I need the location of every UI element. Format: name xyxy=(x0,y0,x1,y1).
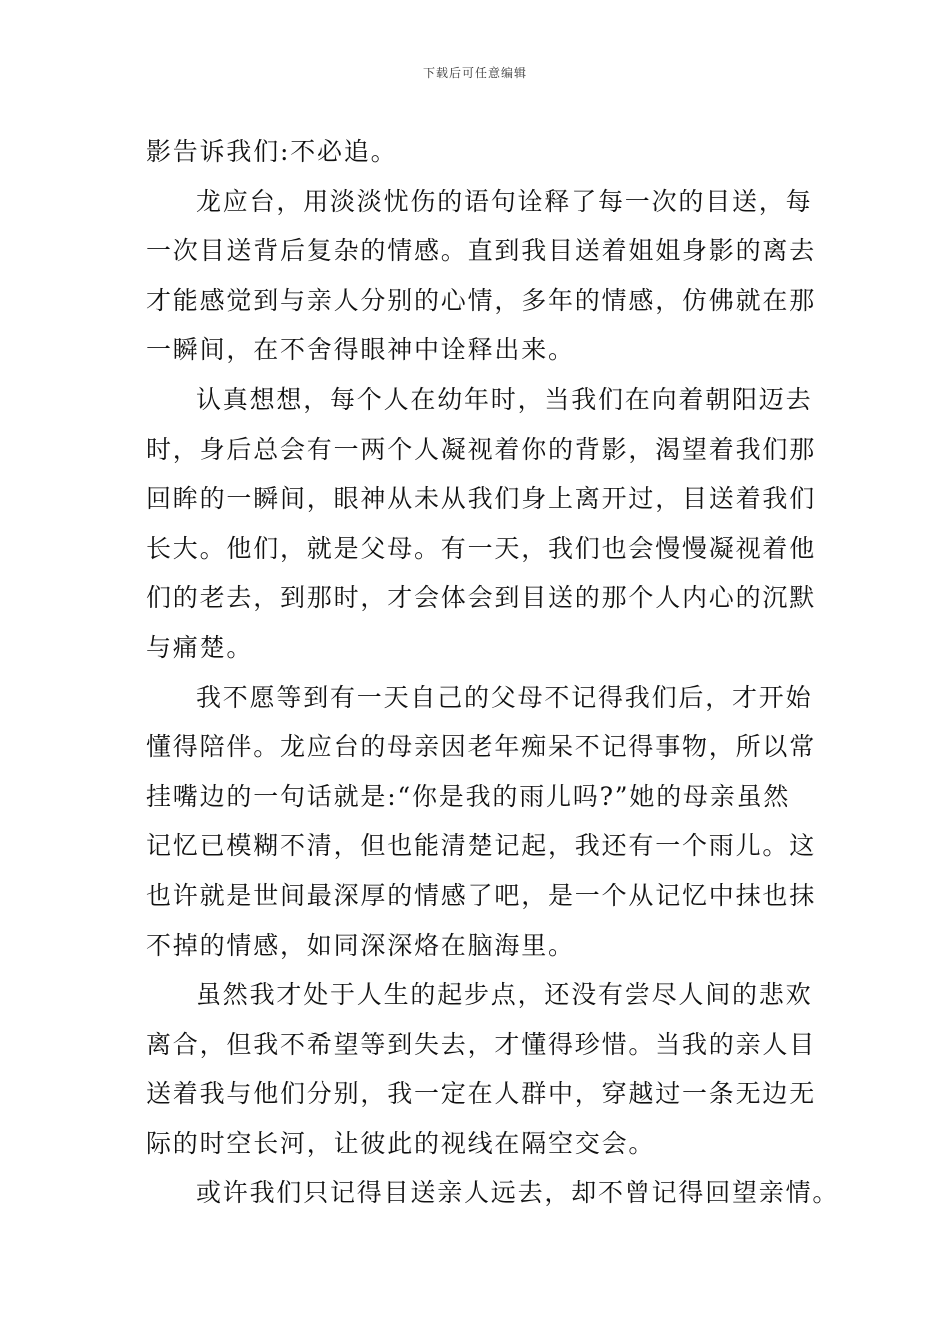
text-line: 记忆已模糊不清，但也能清楚记起，我还有一个雨儿。这 xyxy=(146,831,817,861)
text-line: 回眸的一瞬间，眼神从未从我们身上离开过，目送着我们 xyxy=(146,484,817,514)
paragraph-start-line: 认真想想，每个人在幼年时，当我们在向着朝阳迈去 xyxy=(196,384,813,414)
text-line: 一次目送背后复杂的情感。直到我目送着姐姐身影的离去 xyxy=(146,236,817,266)
paragraph-start-line: 或许我们只记得目送亲人远去，却不曾记得回望亲情。 xyxy=(196,1178,840,1208)
text-line: 影告诉我们:不必追。 xyxy=(146,137,398,166)
paragraph-start-line: 虽然我才处于人生的起步点，还没有尝尽人间的悲欢 xyxy=(196,980,813,1010)
text-line: 懂得陪伴。龙应台的母亲因老年痴呆不记得事物，所以常 xyxy=(146,732,817,762)
text-line: 一瞬间，在不舍得眼神中诠释出来。 xyxy=(146,335,575,365)
paragraph-start-line: 龙应台，用淡淡忧伤的语句诠释了每一次的目送，每 xyxy=(196,186,813,216)
text-line: 才能感觉到与亲人分别的心情，多年的情感，仿佛就在那 xyxy=(146,285,817,315)
text-line: 与痛楚。 xyxy=(146,632,254,662)
text-line: 们的老去，到那时，才会体会到目送的那个人内心的沉默 xyxy=(146,583,817,613)
text-line: 挂嘴边的一句话就是:“你是我的雨儿吗?”她的母亲虽然 xyxy=(146,781,791,811)
page-header: 下载后可任意编辑 xyxy=(422,66,527,80)
text-line: 不掉的情感，如同深深烙在脑海里。 xyxy=(146,930,575,960)
text-line: 长大。他们，就是父母。有一天，我们也会慢慢凝视着他 xyxy=(146,533,817,563)
text-line: 时，身后总会有一两个人凝视着你的背影，渴望着我们那 xyxy=(146,434,817,464)
document-body xyxy=(146,127,840,1218)
text-line: 离合，但我不希望等到失去，才懂得珍惜。当我的亲人目 xyxy=(146,1029,817,1059)
paragraph-start-line: 我不愿等到有一天自己的父母不记得我们后，才开始 xyxy=(196,682,813,712)
text-line: 送着我与他们分别，我一定在人群中，穿越过一条无边无 xyxy=(146,1079,817,1109)
text-line: 也许就是世间最深厚的情感了吧，是一个从记忆中抹也抹 xyxy=(146,880,817,910)
text-line: 际的时空长河，让彼此的视线在隔空交会。 xyxy=(146,1128,656,1158)
